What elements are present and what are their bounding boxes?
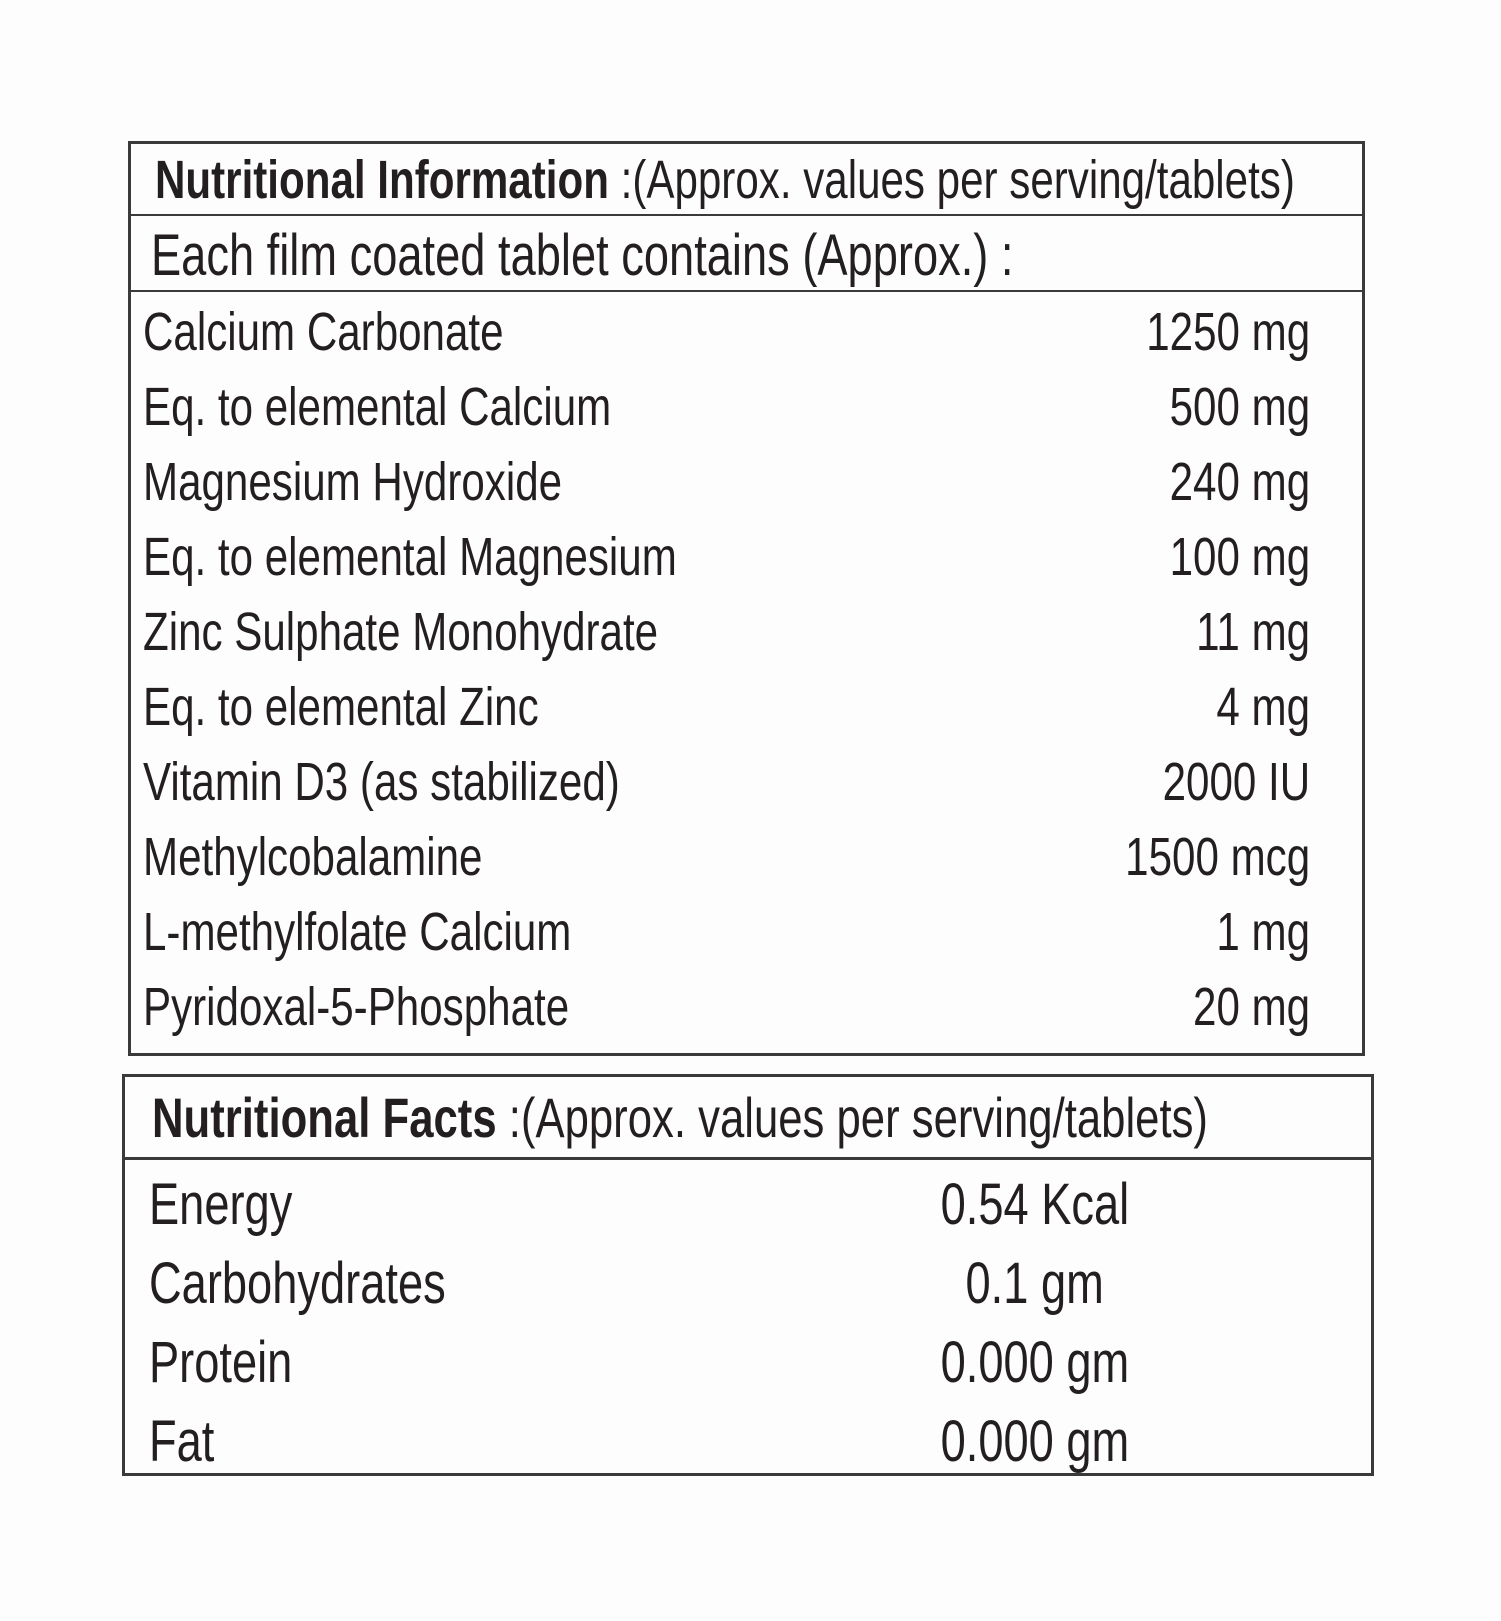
- ingredient-name: Eq. to elemental Zinc: [143, 677, 539, 737]
- ingredient-row: [131, 369, 1362, 444]
- ingredient-row: [131, 519, 1362, 594]
- nutritional-information-table: [128, 141, 1365, 1056]
- info-subheader-text: Each film coated tablet contains (Approx.) :: [151, 223, 1014, 288]
- ingredient-amount: 20 mg: [1192, 977, 1310, 1037]
- fact-value: 0.1 gm: [965, 1251, 1105, 1316]
- fact-name: Fat: [149, 1409, 215, 1474]
- ingredient-name: L-methylfolate Calcium: [143, 902, 572, 962]
- fact-row: [125, 1165, 1371, 1244]
- ingredient-row: [131, 669, 1362, 744]
- fact-row: [125, 1402, 1371, 1481]
- ingredient-name: Eq. to elemental Calcium: [143, 377, 612, 437]
- ingredient-name: Methylcobalamine: [143, 827, 483, 887]
- facts-title-bold: Nutritional Facts: [152, 1086, 497, 1149]
- fact-value-cell: [785, 1173, 1285, 1237]
- facts-table-title: [152, 1087, 1208, 1149]
- fact-name: Carbohydrates: [149, 1251, 446, 1316]
- nutritional-facts-table: [122, 1074, 1374, 1476]
- fact-value: 0.000 gm: [940, 1409, 1130, 1474]
- facts-title-rest: :(Approx. values per serving/tablets): [508, 1086, 1208, 1149]
- fact-value-cell: [785, 1410, 1285, 1474]
- info-table-subheader: [131, 216, 1362, 292]
- facts-list: [125, 1165, 1371, 1481]
- facts-table-header: [125, 1077, 1371, 1160]
- ingredient-row: [131, 294, 1362, 369]
- ingredient-list: [131, 294, 1362, 1044]
- ingredient-name: Calcium Carbonate: [143, 302, 504, 362]
- info-title-bold: Nutritional Information: [155, 150, 609, 210]
- ingredient-row: [131, 594, 1362, 669]
- ingredient-amount: 1250 mg: [1146, 302, 1310, 362]
- ingredient-row: [131, 444, 1362, 519]
- ingredient-amount: 500 mg: [1169, 377, 1310, 437]
- fact-value: 0.54 Kcal: [940, 1172, 1130, 1237]
- info-table-title: [155, 150, 1295, 210]
- fact-name: Protein: [149, 1330, 293, 1395]
- ingredient-row: [131, 744, 1362, 819]
- ingredient-name: Vitamin D3 (as stabilized): [143, 752, 620, 812]
- ingredient-amount: 240 mg: [1169, 452, 1310, 512]
- ingredient-amount: 1500 mcg: [1125, 827, 1310, 887]
- ingredient-name: Zinc Sulphate Monohydrate: [143, 602, 659, 662]
- ingredient-amount: 4 mg: [1216, 677, 1310, 737]
- fact-name: Energy: [149, 1172, 293, 1237]
- ingredient-row: [131, 894, 1362, 969]
- ingredient-row: [131, 969, 1362, 1044]
- fact-row: [125, 1323, 1371, 1402]
- ingredient-name: Eq. to elemental Magnesium: [143, 527, 677, 587]
- ingredient-row: [131, 819, 1362, 894]
- info-title-rest: :(Approx. values per serving/tablets): [620, 150, 1295, 210]
- ingredient-name: Pyridoxal-5-Phosphate: [143, 977, 570, 1037]
- fact-row: [125, 1244, 1371, 1323]
- ingredient-name: Magnesium Hydroxide: [143, 452, 563, 512]
- fact-value-cell: [785, 1252, 1285, 1316]
- ingredient-amount: 2000 IU: [1162, 752, 1310, 812]
- ingredient-amount: 100 mg: [1169, 527, 1310, 587]
- ingredient-amount: 1 mg: [1216, 902, 1310, 962]
- fact-value: 0.000 gm: [940, 1330, 1130, 1395]
- ingredient-amount: 11 mg: [1196, 602, 1310, 662]
- info-table-header: [131, 144, 1362, 216]
- fact-value-cell: [785, 1331, 1285, 1395]
